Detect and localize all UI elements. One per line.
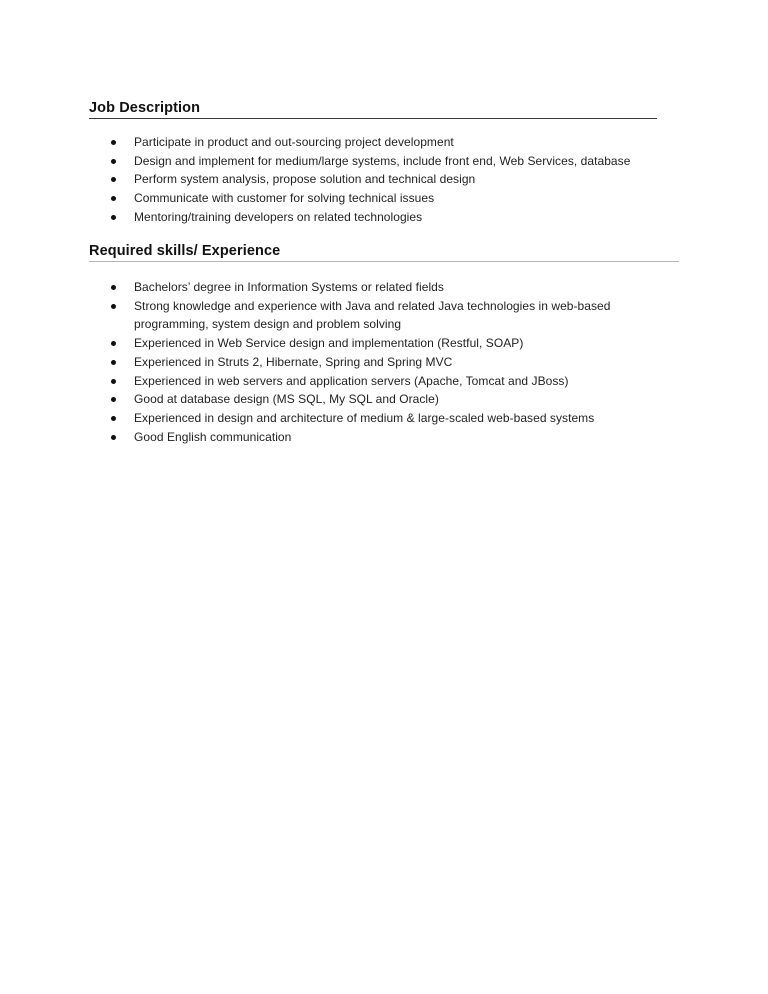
bullet-icon [111,435,116,440]
bullet-icon [111,285,116,290]
list-item: Communicate with customer for solving technical issues [89,189,657,208]
required-skills-list [89,278,679,446]
job-description-section [89,99,657,227]
bullet-icon [111,341,116,346]
bullet-icon [111,177,116,182]
required-skills-section [89,242,679,446]
job-description-heading: Job Description [89,99,657,119]
list-item: Experienced in Web Service design and implementation (Restful, SOAP) [89,334,679,353]
list-item: Strong knowledge and experience with Java and related Java technologies in web-based programming, system design and problem solving [89,297,679,334]
bullet-icon [111,379,116,384]
list-item: Mentoring/training developers on related technologies [89,208,657,227]
required-skills-heading: Required skills/ Experience [89,242,679,262]
list-item: Experienced in web servers and application servers (Apache, Tomcat and JBoss) [89,372,679,391]
bullet-icon [111,215,116,220]
job-description-list [89,133,657,227]
bullet-icon [111,304,116,309]
bullet-icon [111,360,116,365]
bullet-icon [111,159,116,164]
list-item: Experienced in Struts 2, Hibernate, Spring and Spring MVC [89,353,679,372]
list-item: Participate in product and out-sourcing project development [89,133,657,152]
bullet-icon [111,196,116,201]
bullet-icon [111,397,116,402]
list-item: Good at database design (MS SQL, My SQL and Oracle) [89,390,679,409]
list-item: Design and implement for medium/large systems, include front end, Web Services, database [89,152,657,171]
list-item: Perform system analysis, propose solution and technical design [89,170,657,189]
bullet-icon [111,140,116,145]
list-item: Bachelors’ degree in Information Systems or related fields [89,278,679,297]
bullet-icon [111,416,116,421]
list-item: Good English communication [89,428,679,447]
list-item: Experienced in design and architecture of medium & large-scaled web-based systems [89,409,679,428]
